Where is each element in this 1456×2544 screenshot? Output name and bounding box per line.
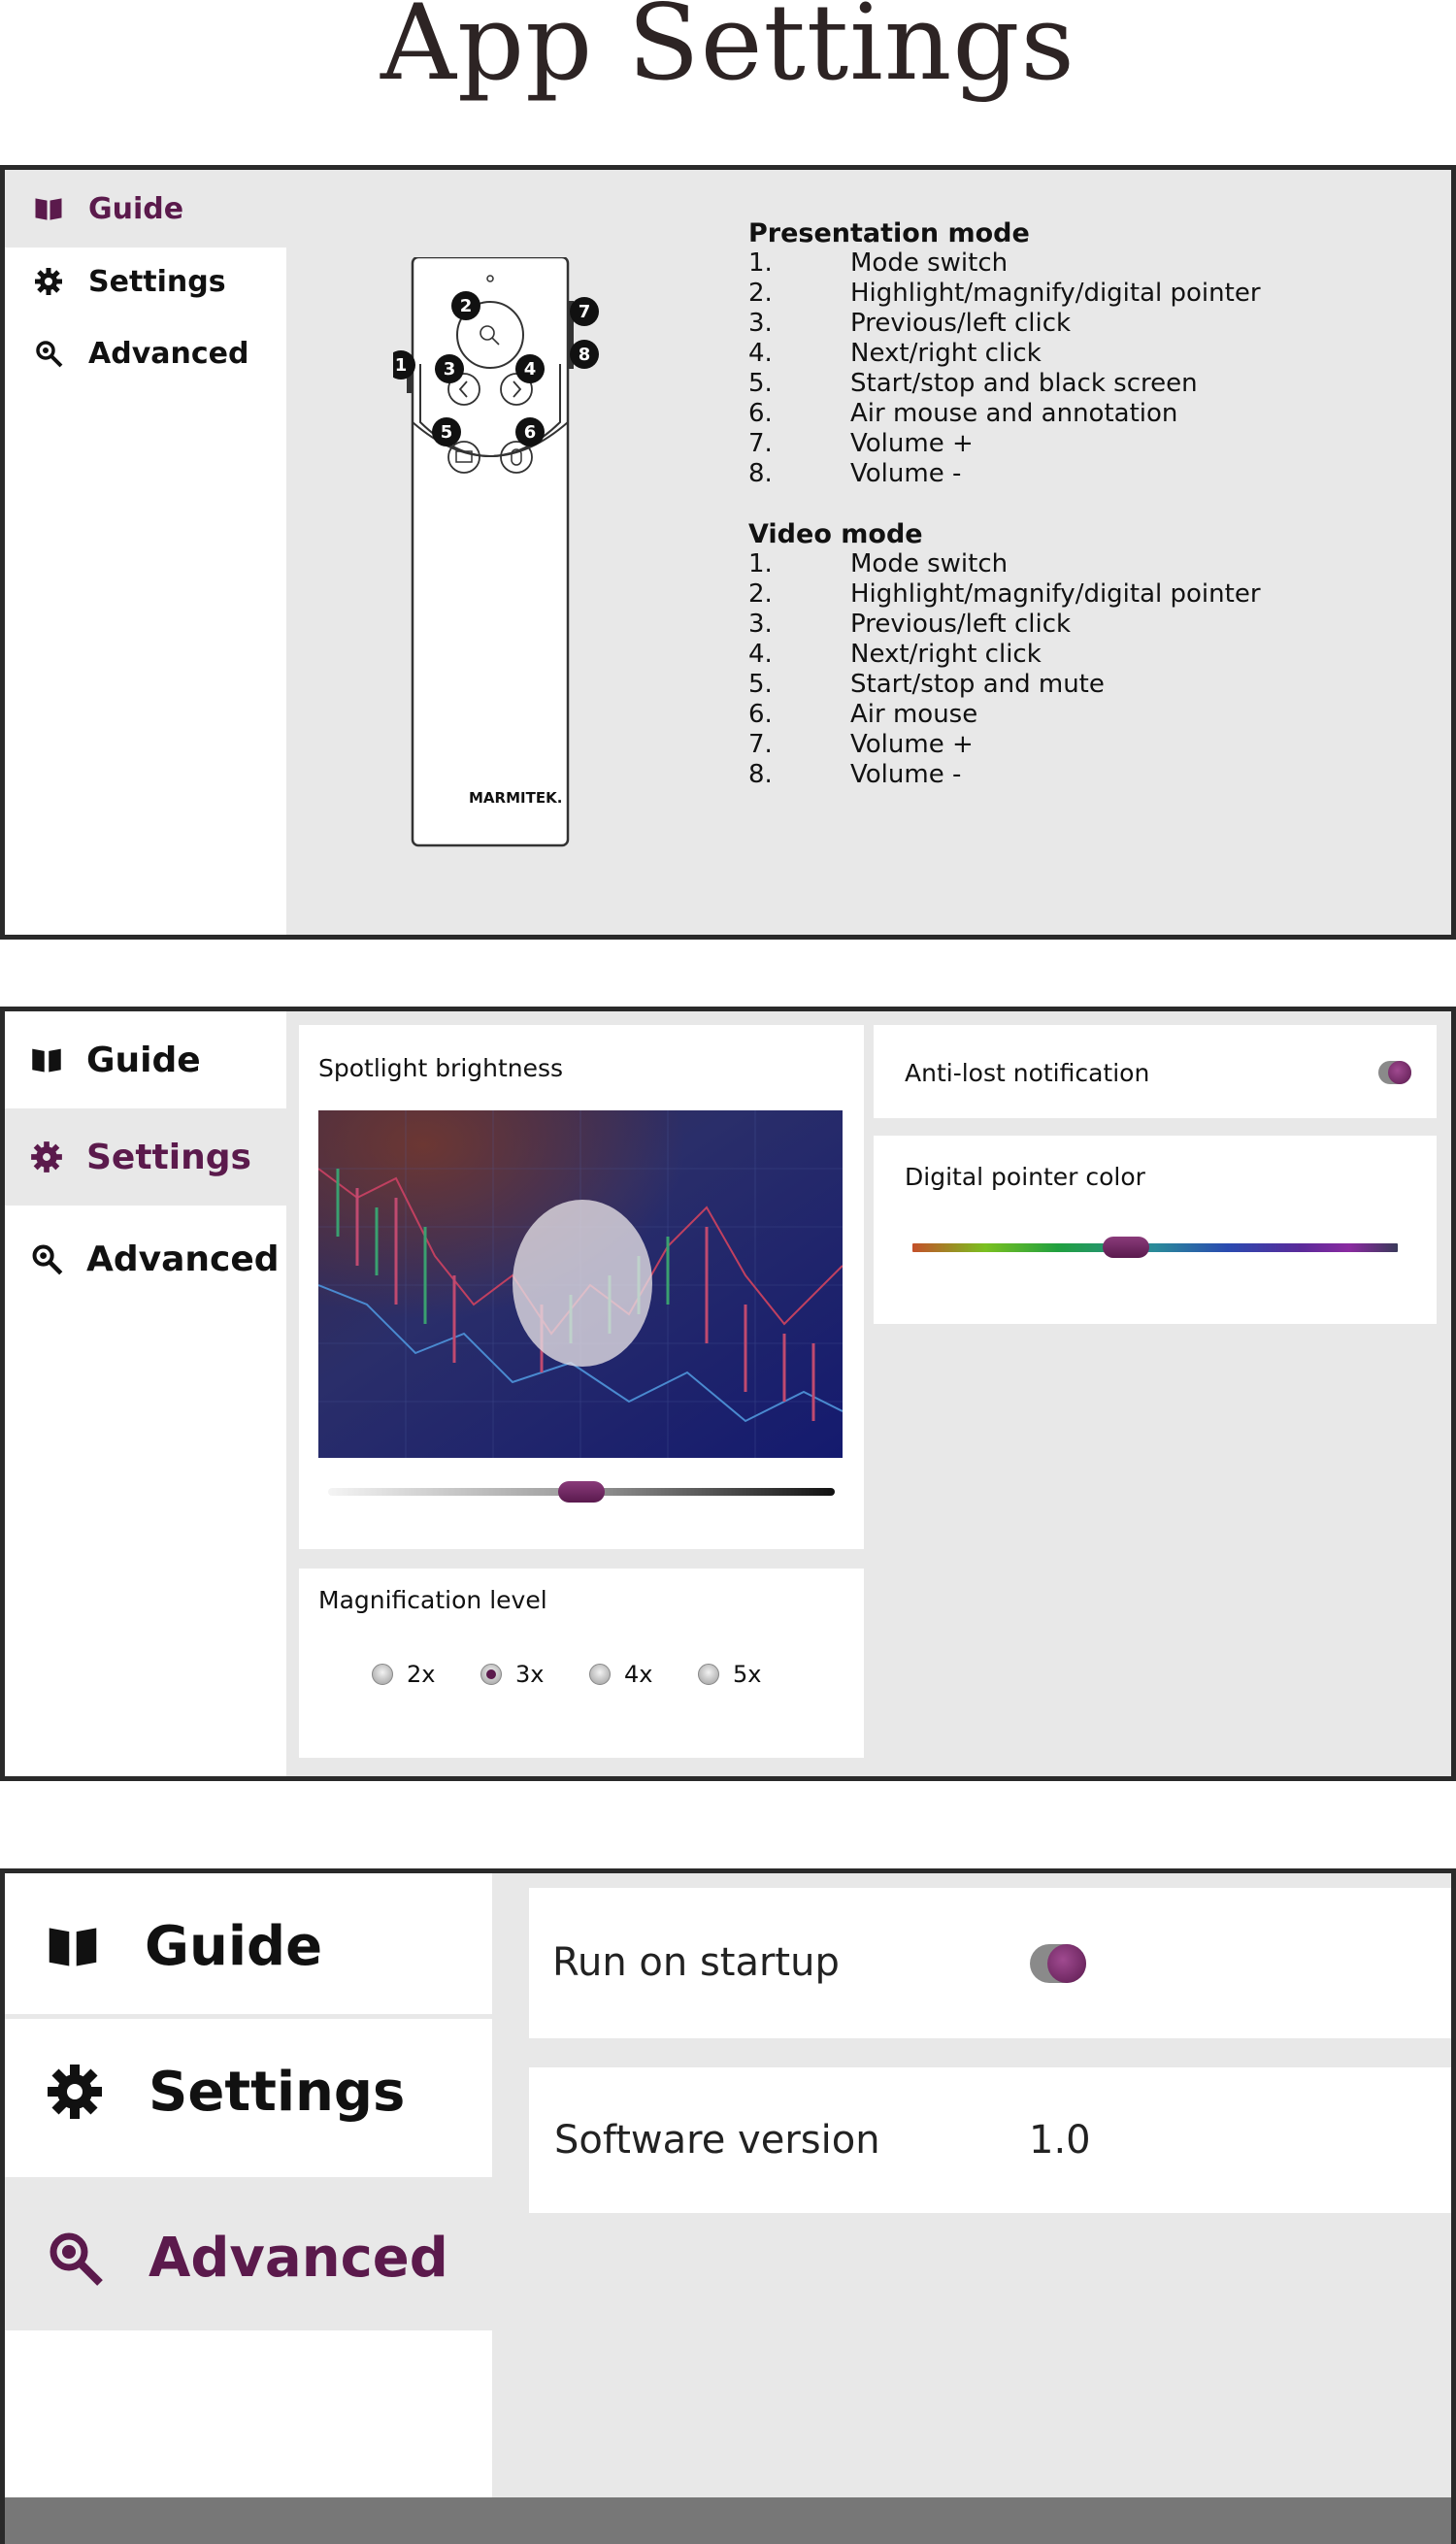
radio-button[interactable] (480, 1664, 502, 1685)
sidebar-item-guide[interactable] (5, 1873, 492, 2019)
run-on-startup-label: Run on startup (552, 1940, 840, 1985)
legend-item-number: 3. (748, 610, 773, 639)
book-icon (34, 196, 63, 221)
run-on-startup-toggle[interactable] (1030, 1944, 1086, 1983)
spotlight-brightness-label: Spotlight brightness (318, 1054, 564, 1082)
remote-diagram (393, 257, 626, 863)
sidebar-item-label: Guide (88, 191, 184, 226)
callout-2: 2 (459, 296, 473, 316)
legend-item-number: 2. (748, 279, 773, 308)
sidebar-item-guide[interactable] (5, 175, 286, 243)
software-version-card (529, 2067, 1456, 2213)
magnification-level-card (299, 1569, 864, 1758)
legend-item (748, 279, 1428, 309)
legend-item (748, 730, 1428, 760)
legend-item-number: 4. (748, 640, 773, 669)
magnification-option-4x[interactable] (589, 1661, 698, 1688)
legend-item-number: 1. (748, 248, 773, 278)
spotlight-brightness-card (299, 1025, 864, 1549)
sidebar (5, 170, 286, 935)
toggle-knob (1388, 1061, 1411, 1084)
presentation-mode-heading: Presentation mode (748, 218, 1030, 248)
sidebar-item-advanced[interactable] (5, 2185, 492, 2330)
callout-7: 7 (578, 302, 591, 322)
sidebar-item-label: Guide (86, 1040, 201, 1080)
legend-item-text: Start/stop and black screen (850, 369, 1198, 398)
gear-icon (34, 267, 63, 296)
legend-item-text: Volume + (850, 429, 974, 458)
legend-item-text: Highlight/magnify/digital pointer (850, 279, 1261, 308)
legend-item-number: 8. (748, 459, 773, 488)
anti-lost-card (874, 1025, 1437, 1118)
spotlight-brightness-thumb[interactable] (558, 1481, 605, 1503)
page-title: App Settings (381, 0, 1075, 104)
sidebar (5, 1873, 492, 2544)
callout-8: 8 (578, 345, 591, 365)
button-legend (748, 218, 1428, 820)
sidebar-item-label: Advanced (149, 2226, 448, 2290)
callout-4: 4 (523, 359, 537, 380)
radio-label: 4x (624, 1661, 653, 1688)
radio-label: 5x (733, 1661, 762, 1688)
legend-item-number: 7. (748, 730, 773, 759)
sidebar-item-advanced[interactable] (5, 319, 286, 387)
legend-item (748, 369, 1428, 399)
pointer-color-thumb[interactable] (1103, 1237, 1149, 1258)
radio-label: 2x (407, 1661, 436, 1688)
run-on-startup-card (529, 1888, 1456, 2038)
legend-item (748, 760, 1428, 790)
book-icon (30, 1045, 63, 1074)
software-version-value: 1.0 (1029, 2118, 1091, 2163)
brand-label: MARMITEK. (469, 789, 563, 807)
legend-item-number: 6. (748, 700, 773, 729)
sidebar-item-label: Settings (86, 1137, 251, 1177)
sidebar-item-guide[interactable] (5, 1011, 286, 1108)
legend-item-text: Air mouse and annotation (850, 399, 1178, 428)
gear-icon (30, 1140, 63, 1173)
magnification-level-label: Magnification level (318, 1586, 547, 1614)
guide-panel (0, 165, 1456, 940)
bottom-bar (5, 2497, 1456, 2544)
radio-button[interactable] (589, 1664, 611, 1685)
advanced-panel (0, 1868, 1456, 2544)
video-mode-heading: Video mode (748, 519, 923, 549)
spotlight-preview-image (318, 1110, 843, 1458)
legend-item (748, 700, 1428, 730)
legend-item-text: Start/stop and mute (850, 670, 1105, 699)
video-mode-list (748, 549, 1428, 790)
legend-item (748, 610, 1428, 640)
legend-item-text: Volume - (850, 459, 962, 488)
legend-item-number: 3. (748, 309, 773, 338)
sidebar (5, 1011, 286, 1776)
legend-item-text: Mode switch (850, 248, 1009, 278)
toggle-knob (1047, 1944, 1086, 1983)
magnification-option-3x[interactable] (480, 1661, 589, 1688)
pointer-color-track[interactable] (912, 1243, 1398, 1252)
sidebar-item-label: Guide (145, 1914, 323, 1978)
magnifier-icon (34, 339, 63, 368)
legend-item (748, 248, 1428, 279)
anti-lost-label: Anti-lost notification (905, 1059, 1150, 1087)
sidebar-item-label: Advanced (86, 1239, 280, 1279)
legend-item-number: 4. (748, 339, 773, 368)
legend-item (748, 640, 1428, 670)
digital-pointer-color-card (874, 1136, 1437, 1324)
legend-item-text: Volume + (850, 730, 974, 759)
legend-item-number: 7. (748, 429, 773, 458)
legend-item-number: 8. (748, 760, 773, 789)
sidebar-item-label: Settings (149, 2060, 406, 2124)
legend-item-text: Highlight/magnify/digital pointer (850, 579, 1261, 609)
magnifier-icon (30, 1242, 63, 1275)
sidebar-item-label: Settings (88, 264, 226, 299)
magnifier-icon (46, 2229, 104, 2287)
sidebar-item-advanced[interactable] (5, 1210, 286, 1307)
legend-item (748, 459, 1428, 489)
legend-item-text: Volume - (850, 760, 962, 789)
anti-lost-toggle[interactable] (1378, 1061, 1411, 1084)
radio-label: 3x (515, 1661, 545, 1688)
radio-button[interactable] (698, 1664, 719, 1685)
sidebar-item-label: Advanced (88, 336, 249, 371)
callout-6: 6 (523, 422, 537, 443)
magnification-option-2x[interactable] (372, 1661, 480, 1688)
legend-item-text: Next/right click (850, 640, 1042, 669)
legend-item-text: Air mouse (850, 700, 978, 729)
magnification-option-5x[interactable] (698, 1661, 807, 1688)
sidebar-divider (5, 2177, 492, 2185)
legend-item-text: Previous/left click (850, 309, 1072, 338)
callout-5: 5 (440, 422, 453, 443)
legend-item (748, 309, 1428, 339)
digital-pointer-color-label: Digital pointer color (905, 1163, 1145, 1191)
radio-button[interactable] (372, 1664, 393, 1685)
book-icon (46, 1922, 100, 1970)
legend-item (748, 429, 1428, 459)
legend-item-number: 6. (748, 399, 773, 428)
legend-item-number: 2. (748, 579, 773, 609)
legend-item-number: 5. (748, 369, 773, 398)
legend-item-text: Next/right click (850, 339, 1042, 368)
legend-item-number: 1. (748, 549, 773, 578)
gear-icon (46, 2063, 104, 2121)
callout-1: 1 (394, 355, 408, 376)
sidebar-item-settings[interactable] (5, 1108, 286, 1206)
magnification-options (372, 1661, 807, 1688)
legend-item (748, 339, 1428, 369)
legend-item-text: Previous/left click (850, 610, 1072, 639)
legend-item-text: Mode switch (850, 549, 1009, 578)
presentation-mode-list (748, 248, 1428, 489)
legend-item (748, 549, 1428, 579)
callout-3: 3 (443, 359, 456, 380)
legend-item-number: 5. (748, 670, 773, 699)
sidebar-item-settings[interactable] (5, 2019, 492, 2164)
legend-item (748, 579, 1428, 610)
legend-item (748, 670, 1428, 700)
sidebar-item-settings[interactable] (5, 248, 286, 315)
settings-panel (0, 1007, 1456, 1781)
software-version-label: Software version (554, 2118, 880, 2163)
legend-item (748, 399, 1428, 429)
